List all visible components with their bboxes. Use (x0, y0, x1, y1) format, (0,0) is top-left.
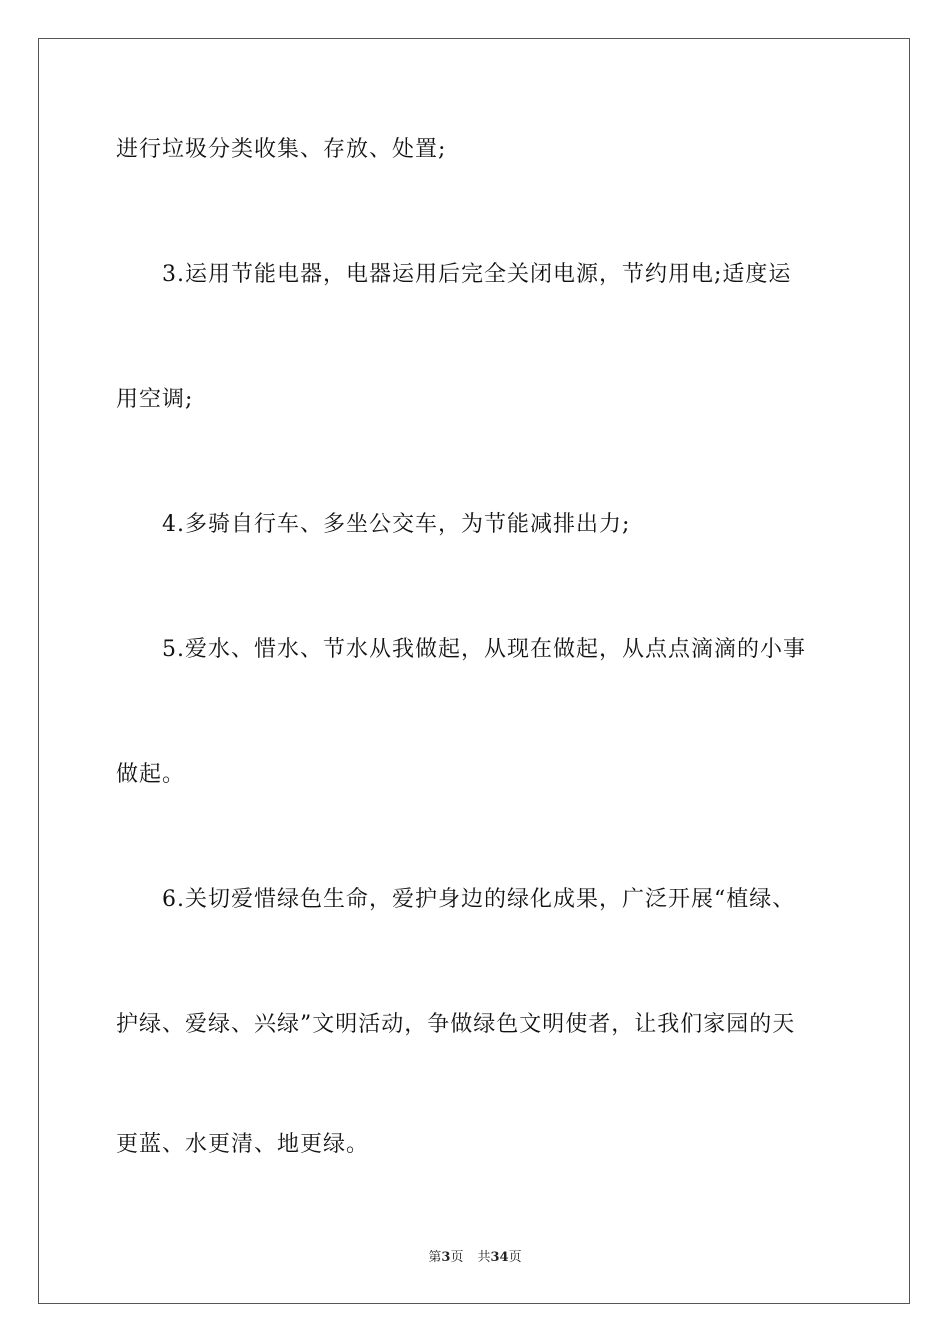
body-line-3: 用空调; (116, 387, 194, 412)
footer-total-suffix: 页 (508, 1250, 522, 1265)
footer-total-prefix: 共 (477, 1250, 491, 1265)
body-line-7: 6.关切爱惜绿色生命，爱护身边的绿化成果，广泛开展“植绿、 (162, 887, 796, 912)
page-frame (38, 38, 910, 1304)
body-line-5: 5.爱水、惜水、节水从我做起，从现在做起，从点点滴滴的小事 (162, 637, 806, 662)
page-footer (0, 1246, 950, 1265)
footer-page-prefix: 第 (428, 1250, 442, 1265)
body-line-2: 3.运用节能电器，电器运用后完全关闭电源，节约用电;适度运 (162, 262, 792, 287)
body-line-9: 更蓝、水更清、地更绿。 (116, 1132, 370, 1157)
footer-page-number: 3 (441, 1250, 451, 1265)
body-line-8: 护绿、爱绿、兴绿”文明活动，争做绿色文明使者，让我们家园的天 (116, 1012, 796, 1037)
body-line-1: 进行垃圾分类收集、存放、处置; (116, 137, 447, 162)
footer-total-pages: 34 (490, 1250, 509, 1265)
footer-page-suffix: 页 (450, 1250, 464, 1265)
body-line-6: 做起。 (116, 762, 186, 787)
body-line-4: 4.多骑自行车、多坐公交车，为节能减排出力; (162, 512, 631, 537)
